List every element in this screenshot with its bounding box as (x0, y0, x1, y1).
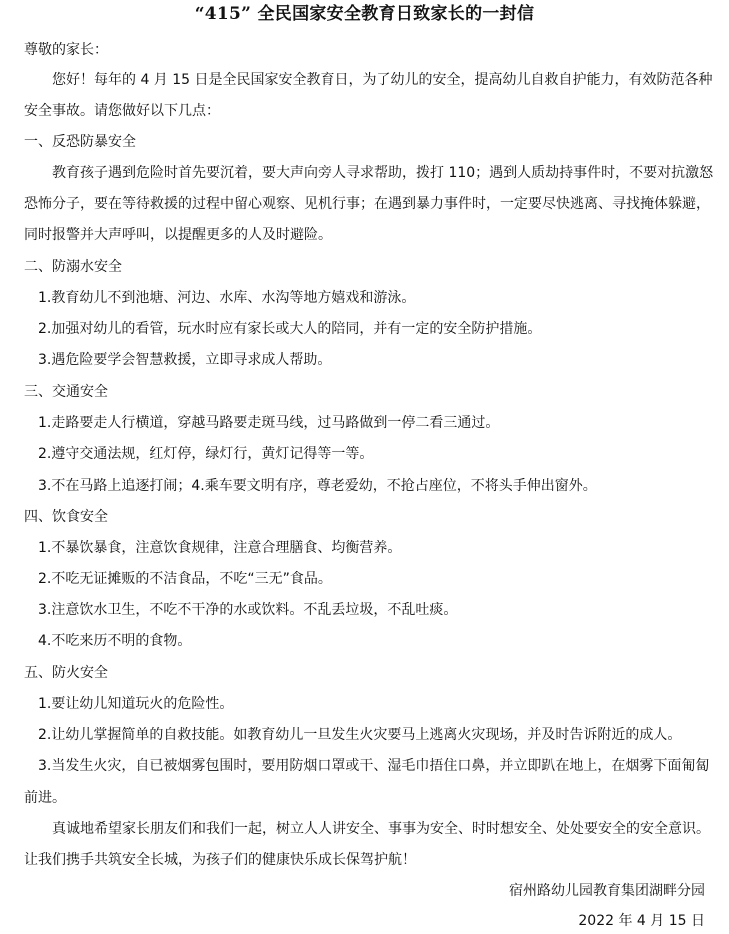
section-heading-drowning: 二、防溺水安全 (24, 259, 122, 275)
closing-line: 让我们携手共筑安全长城，为孩子们的健康快乐成长保驾护航！ (24, 852, 416, 868)
list-item: 1.不暴饮暴食，注意饮食规律，注意合理膳食、均衡营养。 (38, 540, 402, 556)
closing-line: 真诚地希望家长朋友们和我们一起，树立人人讲安全、事事为安全、时时想安全、处处要安全的安全意识。 (52, 821, 710, 837)
list-item: 3.不在马路上追逐打闹；4.乘车要文明有序，尊老爱幼，不抢占座位，不将头手伸出窗外。 (38, 478, 597, 494)
list-item: 1.要让幼儿知道玩火的危险性。 (38, 696, 234, 712)
intro-line: 安全事故。请您做好以下几点： (24, 103, 220, 119)
section-paragraph-line: 同时报警并大声呼叫，以提醒更多的人及时避险。 (24, 227, 332, 243)
list-item: 3.遇危险要学会智慧救援，立即寻求成人帮助。 (38, 352, 332, 368)
salutation: 尊敬的家长： (24, 42, 108, 58)
list-item: 前进。 (24, 790, 66, 806)
signature-date: 2022 年 4 月 15 日 (578, 913, 705, 929)
intro-line: 您好！每年的 4 月 15 日是全民国家安全教育日，为了幼儿的安全，提高幼儿自救自护能力，有效防范各种 (52, 72, 713, 88)
list-item: 2.让幼儿掌握简单的自救技能。如教育幼儿一旦发生火灾要马上逃离火灾现场，并及时告诉附近的成人。 (38, 727, 682, 743)
section-heading-anti-terror: 一、反恐防暴安全 (24, 134, 136, 150)
list-item: 2.加强对幼儿的看管，玩水时应有家长或大人的陪同，并有一定的安全防护措施。 (38, 321, 542, 337)
letter-title: “415” 全民国家安全教育日致家长的一封信 (194, 4, 535, 24)
signature-org: 宿州路幼儿园教育集团湖畔分园 (509, 883, 705, 899)
list-item: 3.注意饮水卫生，不吃不干净的水或饮料。不乱丢垃圾，不乱吐痰。 (38, 602, 458, 618)
list-item: 2.遵守交通法规，红灯停，绿灯行，黄灯记得等一等。 (38, 446, 374, 462)
section-paragraph-line: 教育孩子遇到危险时首先要沉着，要大声向旁人寻求帮助，拨打 110；遇到人质劫持事件时，不要对抗激怒 (52, 165, 714, 181)
section-heading-traffic: 三、交通安全 (24, 384, 108, 400)
section-heading-food: 四、饮食安全 (24, 509, 108, 525)
section-heading-fire: 五、防火安全 (24, 665, 108, 681)
list-item: 3.当发生火灾，自已被烟雾包围时，要用防烟口罩或干、湿毛巾捂住口鼻，并立即趴在地上，在烟雾下面匍匐 (38, 758, 710, 774)
section-paragraph-line: 恐怖分子，要在等待救援的过程中留心观察、见机行事；在遇到暴力事件时，一定要尽快逃离、寻找掩体躲避， (24, 196, 710, 212)
list-item: 4.不吃来历不明的食物。 (38, 633, 192, 649)
list-item: 1.走路要走人行横道，穿越马路要走斑马线，过马路做到一停二看三通过。 (38, 415, 500, 431)
list-item: 1.教育幼儿不到池塘、河边、水库、水沟等地方嬉戏和游泳。 (38, 290, 416, 306)
list-item: 2.不吃无证摊贩的不洁食品，不吃“三无”食品。 (38, 571, 332, 587)
